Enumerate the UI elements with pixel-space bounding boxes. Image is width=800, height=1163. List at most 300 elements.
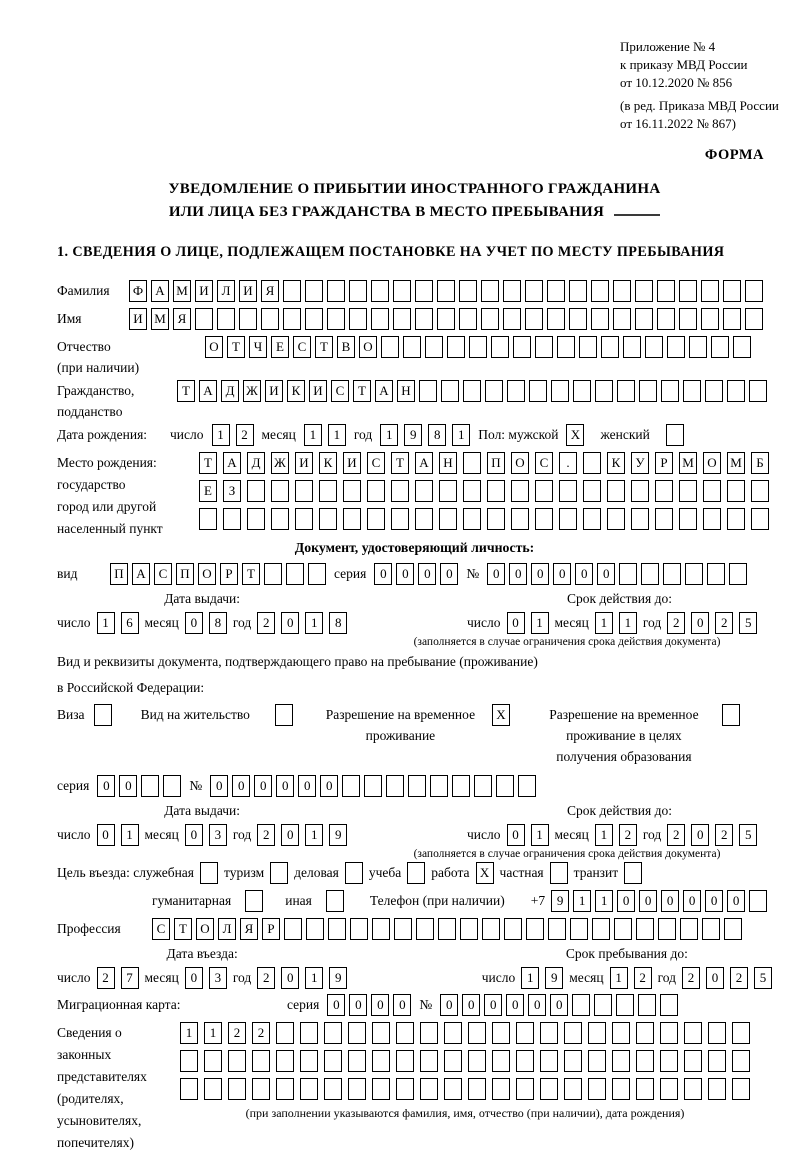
char-cell[interactable]	[645, 336, 663, 358]
char-cell[interactable]: Я	[261, 280, 279, 302]
char-cell[interactable]: 0	[119, 775, 137, 797]
char-cell[interactable]: 0	[232, 775, 250, 797]
char-cell[interactable]	[569, 308, 587, 330]
char-cell[interactable]	[732, 1050, 750, 1072]
char-cell[interactable]	[535, 508, 553, 530]
stay-until-year-input[interactable]	[682, 967, 772, 989]
char-cell[interactable]	[583, 480, 601, 502]
char-cell[interactable]	[487, 480, 505, 502]
char-cell[interactable]: Т	[315, 336, 333, 358]
char-cell[interactable]: О	[198, 563, 216, 585]
char-cell[interactable]: А	[415, 452, 433, 474]
char-cell[interactable]	[631, 508, 649, 530]
char-cell[interactable]: А	[199, 380, 217, 402]
char-cell[interactable]	[732, 1022, 750, 1044]
char-cell[interactable]: 1	[121, 824, 139, 846]
purpose-work-checkbox[interactable]	[476, 862, 494, 884]
char-cell[interactable]	[660, 1022, 678, 1044]
char-cell[interactable]	[623, 336, 641, 358]
char-cell[interactable]	[348, 1050, 366, 1072]
char-cell[interactable]: О	[511, 452, 529, 474]
char-cell[interactable]: X	[476, 862, 494, 884]
char-cell[interactable]	[684, 1022, 702, 1044]
purpose-other-checkbox[interactable]	[326, 890, 344, 912]
char-cell[interactable]	[559, 480, 577, 502]
char-cell[interactable]	[703, 508, 721, 530]
char-cell[interactable]	[583, 452, 601, 474]
doc-issue-year-input[interactable]	[257, 612, 347, 634]
char-cell[interactable]: 0	[298, 775, 316, 797]
char-cell[interactable]: 2	[257, 824, 275, 846]
char-cell[interactable]: 0	[727, 890, 745, 912]
char-cell[interactable]: 7	[121, 967, 139, 989]
char-cell[interactable]	[591, 280, 609, 302]
char-cell[interactable]	[641, 563, 659, 585]
birth-month-input[interactable]	[304, 424, 346, 446]
purpose-business-checkbox[interactable]	[345, 862, 363, 884]
char-cell[interactable]: 1	[180, 1022, 198, 1044]
phone-input[interactable]	[551, 890, 767, 912]
char-cell[interactable]: М	[727, 452, 745, 474]
char-cell[interactable]	[655, 480, 673, 502]
char-cell[interactable]	[701, 308, 719, 330]
char-cell[interactable]	[612, 1050, 630, 1072]
char-cell[interactable]	[463, 380, 481, 402]
char-cell[interactable]	[708, 1078, 726, 1100]
char-cell[interactable]	[529, 380, 547, 402]
char-cell[interactable]	[722, 704, 740, 726]
char-cell[interactable]: 0	[639, 890, 657, 912]
char-cell[interactable]: М	[151, 308, 169, 330]
char-cell[interactable]	[749, 380, 767, 402]
char-cell[interactable]: И	[129, 308, 147, 330]
stay-valid-month-input[interactable]	[595, 824, 637, 846]
doc-valid-year-input[interactable]	[667, 612, 757, 634]
char-cell[interactable]	[749, 890, 767, 912]
char-cell[interactable]	[733, 336, 751, 358]
char-cell[interactable]: 5	[754, 967, 772, 989]
char-cell[interactable]	[252, 1078, 270, 1100]
char-cell[interactable]	[407, 862, 425, 884]
char-cell[interactable]: П	[176, 563, 194, 585]
char-cell[interactable]: 0	[254, 775, 272, 797]
char-cell[interactable]: 1	[452, 424, 470, 446]
char-cell[interactable]	[613, 280, 631, 302]
char-cell[interactable]	[295, 480, 313, 502]
char-cell[interactable]	[245, 890, 263, 912]
char-cell[interactable]	[252, 1050, 270, 1072]
char-cell[interactable]	[438, 918, 456, 940]
char-cell[interactable]	[463, 508, 481, 530]
char-cell[interactable]	[364, 775, 382, 797]
char-cell[interactable]	[444, 1022, 462, 1044]
doc-series-input[interactable]	[374, 563, 458, 585]
char-cell[interactable]: П	[110, 563, 128, 585]
char-cell[interactable]	[658, 918, 676, 940]
purpose-official-checkbox[interactable]	[200, 862, 218, 884]
char-cell[interactable]	[518, 775, 536, 797]
char-cell[interactable]: 2	[228, 1022, 246, 1044]
birth-place-row1-input[interactable]	[199, 452, 769, 474]
char-cell[interactable]	[393, 280, 411, 302]
char-cell[interactable]: 0	[509, 563, 527, 585]
char-cell[interactable]: 1	[595, 824, 613, 846]
purpose-humanitarian-checkbox[interactable]	[245, 890, 263, 912]
char-cell[interactable]: 9	[329, 824, 347, 846]
char-cell[interactable]	[324, 1078, 342, 1100]
char-cell[interactable]	[617, 380, 635, 402]
char-cell[interactable]: К	[607, 452, 625, 474]
char-cell[interactable]	[516, 1050, 534, 1072]
char-cell[interactable]: 1	[610, 967, 628, 989]
char-cell[interactable]	[583, 508, 601, 530]
char-cell[interactable]	[540, 1078, 558, 1100]
char-cell[interactable]	[284, 918, 302, 940]
char-cell[interactable]	[372, 1050, 390, 1072]
temp-residence-edu-checkbox[interactable]	[722, 704, 740, 726]
char-cell[interactable]	[441, 380, 459, 402]
char-cell[interactable]	[635, 308, 653, 330]
char-cell[interactable]: 8	[428, 424, 446, 446]
char-cell[interactable]: К	[287, 380, 305, 402]
char-cell[interactable]	[526, 918, 544, 940]
char-cell[interactable]	[573, 380, 591, 402]
char-cell[interactable]: 0	[617, 890, 635, 912]
char-cell[interactable]: 2	[257, 612, 275, 634]
char-cell[interactable]: 0	[396, 563, 414, 585]
char-cell[interactable]: 2	[257, 967, 275, 989]
representatives-row2-input[interactable]	[180, 1050, 750, 1072]
char-cell[interactable]	[372, 1078, 390, 1100]
char-cell[interactable]	[684, 1078, 702, 1100]
char-cell[interactable]	[492, 1022, 510, 1044]
char-cell[interactable]: И	[265, 380, 283, 402]
char-cell[interactable]	[394, 918, 412, 940]
char-cell[interactable]	[525, 308, 543, 330]
profession-input[interactable]	[152, 918, 742, 940]
char-cell[interactable]: С	[154, 563, 172, 585]
visa-checkbox[interactable]	[94, 704, 112, 726]
char-cell[interactable]	[588, 1078, 606, 1100]
doc-kind-input[interactable]	[110, 563, 326, 585]
char-cell[interactable]: 0	[706, 967, 724, 989]
char-cell[interactable]	[343, 480, 361, 502]
char-cell[interactable]: 3	[209, 824, 227, 846]
char-cell[interactable]: 1	[595, 890, 613, 912]
char-cell[interactable]	[371, 308, 389, 330]
char-cell[interactable]	[504, 918, 522, 940]
char-cell[interactable]: 2	[236, 424, 254, 446]
char-cell[interactable]	[275, 704, 293, 726]
char-cell[interactable]	[381, 336, 399, 358]
char-cell[interactable]	[204, 1050, 222, 1072]
char-cell[interactable]: И	[309, 380, 327, 402]
char-cell[interactable]	[701, 280, 719, 302]
char-cell[interactable]	[685, 563, 703, 585]
char-cell[interactable]: Ф	[129, 280, 147, 302]
char-cell[interactable]	[328, 918, 346, 940]
char-cell[interactable]: 2	[715, 612, 733, 634]
char-cell[interactable]: 0	[374, 563, 392, 585]
char-cell[interactable]: Р	[220, 563, 238, 585]
char-cell[interactable]: 3	[209, 967, 227, 989]
char-cell[interactable]: 9	[404, 424, 422, 446]
char-cell[interactable]: 0	[185, 612, 203, 634]
char-cell[interactable]	[463, 452, 481, 474]
char-cell[interactable]: Н	[397, 380, 415, 402]
char-cell[interactable]: 0	[597, 563, 615, 585]
char-cell[interactable]	[708, 1050, 726, 1072]
char-cell[interactable]	[367, 480, 385, 502]
char-cell[interactable]	[482, 918, 500, 940]
char-cell[interactable]: 0	[683, 890, 701, 912]
char-cell[interactable]	[319, 480, 337, 502]
char-cell[interactable]: 1	[212, 424, 230, 446]
stay-number-input[interactable]	[210, 775, 536, 797]
char-cell[interactable]	[579, 336, 597, 358]
char-cell[interactable]	[601, 336, 619, 358]
char-cell[interactable]: 0	[276, 775, 294, 797]
char-cell[interactable]	[416, 918, 434, 940]
char-cell[interactable]: З	[223, 480, 241, 502]
char-cell[interactable]	[391, 480, 409, 502]
char-cell[interactable]: Р	[655, 452, 673, 474]
char-cell[interactable]	[636, 918, 654, 940]
char-cell[interactable]	[447, 336, 465, 358]
char-cell[interactable]: И	[343, 452, 361, 474]
char-cell[interactable]: 2	[634, 967, 652, 989]
char-cell[interactable]	[393, 308, 411, 330]
char-cell[interactable]: 2	[252, 1022, 270, 1044]
char-cell[interactable]	[444, 1078, 462, 1100]
char-cell[interactable]: 1	[573, 890, 591, 912]
char-cell[interactable]: Т	[353, 380, 371, 402]
char-cell[interactable]	[396, 1050, 414, 1072]
char-cell[interactable]: 0	[575, 563, 593, 585]
char-cell[interactable]: 0	[210, 775, 228, 797]
char-cell[interactable]	[327, 308, 345, 330]
char-cell[interactable]: 0	[371, 994, 389, 1016]
char-cell[interactable]	[199, 508, 217, 530]
char-cell[interactable]	[271, 508, 289, 530]
char-cell[interactable]: 0	[349, 994, 367, 1016]
char-cell[interactable]	[408, 775, 426, 797]
purpose-tourism-checkbox[interactable]	[270, 862, 288, 884]
char-cell[interactable]	[350, 918, 368, 940]
char-cell[interactable]	[679, 480, 697, 502]
char-cell[interactable]	[707, 563, 725, 585]
char-cell[interactable]	[745, 280, 763, 302]
char-cell[interactable]: 0	[281, 824, 299, 846]
doc-valid-month-input[interactable]	[595, 612, 637, 634]
char-cell[interactable]	[419, 380, 437, 402]
char-cell[interactable]: И	[195, 280, 213, 302]
sex-female-checkbox[interactable]	[666, 424, 684, 446]
birth-place-row3-input[interactable]	[199, 508, 769, 530]
char-cell[interactable]	[474, 775, 492, 797]
char-cell[interactable]: 5	[739, 612, 757, 634]
char-cell[interactable]: О	[205, 336, 223, 358]
char-cell[interactable]	[459, 308, 477, 330]
char-cell[interactable]: 0	[462, 994, 480, 1016]
birth-place-row2-input[interactable]	[199, 480, 769, 502]
char-cell[interactable]	[684, 1050, 702, 1072]
char-cell[interactable]	[349, 308, 367, 330]
char-cell[interactable]	[420, 1022, 438, 1044]
char-cell[interactable]: 0	[327, 994, 345, 1016]
char-cell[interactable]	[420, 1078, 438, 1100]
char-cell[interactable]	[727, 380, 745, 402]
char-cell[interactable]	[300, 1050, 318, 1072]
char-cell[interactable]: 0	[281, 967, 299, 989]
char-cell[interactable]: 2	[730, 967, 748, 989]
char-cell[interactable]: Я	[173, 308, 191, 330]
char-cell[interactable]	[679, 280, 697, 302]
stay-issue-day-input[interactable]	[97, 824, 139, 846]
doc-valid-day-input[interactable]	[507, 612, 549, 634]
char-cell[interactable]	[661, 380, 679, 402]
char-cell[interactable]	[592, 918, 610, 940]
char-cell[interactable]: К	[319, 452, 337, 474]
char-cell[interactable]: Д	[221, 380, 239, 402]
char-cell[interactable]	[348, 1022, 366, 1044]
representatives-row3-input[interactable]	[180, 1078, 750, 1100]
char-cell[interactable]	[547, 280, 565, 302]
char-cell[interactable]	[276, 1078, 294, 1100]
char-cell[interactable]	[460, 918, 478, 940]
char-cell[interactable]: 0	[97, 824, 115, 846]
char-cell[interactable]: 1	[304, 424, 322, 446]
char-cell[interactable]: 1	[595, 612, 613, 634]
char-cell[interactable]	[724, 918, 742, 940]
char-cell[interactable]: Т	[227, 336, 245, 358]
char-cell[interactable]	[569, 280, 587, 302]
char-cell[interactable]: 0	[440, 994, 458, 1016]
char-cell[interactable]: П	[487, 452, 505, 474]
citizenship-input[interactable]	[177, 380, 767, 402]
char-cell[interactable]	[680, 918, 698, 940]
char-cell[interactable]: 2	[667, 824, 685, 846]
char-cell[interactable]	[492, 1050, 510, 1072]
char-cell[interactable]	[396, 1078, 414, 1100]
char-cell[interactable]	[679, 308, 697, 330]
char-cell[interactable]	[300, 1022, 318, 1044]
char-cell[interactable]	[564, 1050, 582, 1072]
char-cell[interactable]	[548, 918, 566, 940]
char-cell[interactable]	[525, 280, 543, 302]
char-cell[interactable]	[660, 1050, 678, 1072]
char-cell[interactable]: 8	[209, 612, 227, 634]
char-cell[interactable]: 1	[521, 967, 539, 989]
char-cell[interactable]	[679, 508, 697, 530]
char-cell[interactable]	[635, 280, 653, 302]
char-cell[interactable]: X	[566, 424, 584, 446]
char-cell[interactable]	[667, 336, 685, 358]
char-cell[interactable]: 1	[531, 824, 549, 846]
char-cell[interactable]: 1	[305, 967, 323, 989]
char-cell[interactable]: С	[535, 452, 553, 474]
char-cell[interactable]	[485, 380, 503, 402]
entry-day-input[interactable]	[97, 967, 139, 989]
char-cell[interactable]	[683, 380, 701, 402]
char-cell[interactable]	[723, 308, 741, 330]
char-cell[interactable]	[551, 380, 569, 402]
char-cell[interactable]	[306, 918, 324, 940]
char-cell[interactable]: 0	[484, 994, 502, 1016]
char-cell[interactable]	[217, 308, 235, 330]
char-cell[interactable]	[540, 1022, 558, 1044]
char-cell[interactable]: А	[375, 380, 393, 402]
migration-number-input[interactable]	[440, 994, 678, 1016]
char-cell[interactable]: С	[331, 380, 349, 402]
char-cell[interactable]	[305, 308, 323, 330]
char-cell[interactable]	[270, 862, 288, 884]
char-cell[interactable]	[594, 994, 612, 1016]
char-cell[interactable]	[195, 308, 213, 330]
char-cell[interactable]: 1	[204, 1022, 222, 1044]
char-cell[interactable]: 0	[661, 890, 679, 912]
char-cell[interactable]: 0	[507, 612, 525, 634]
patronymic-input[interactable]	[205, 336, 751, 358]
surname-input[interactable]	[129, 280, 763, 302]
char-cell[interactable]	[516, 1078, 534, 1100]
char-cell[interactable]	[564, 1078, 582, 1100]
char-cell[interactable]: Д	[247, 452, 265, 474]
temp-residence-checkbox[interactable]	[492, 704, 510, 726]
char-cell[interactable]: И	[239, 280, 257, 302]
char-cell[interactable]: О	[359, 336, 377, 358]
char-cell[interactable]	[372, 918, 390, 940]
entry-year-input[interactable]	[257, 967, 347, 989]
char-cell[interactable]: 9	[329, 967, 347, 989]
char-cell[interactable]: 0	[440, 563, 458, 585]
char-cell[interactable]	[496, 775, 514, 797]
char-cell[interactable]	[655, 508, 673, 530]
char-cell[interactable]	[711, 336, 729, 358]
char-cell[interactable]	[612, 1022, 630, 1044]
char-cell[interactable]	[631, 480, 649, 502]
char-cell[interactable]	[94, 704, 112, 726]
char-cell[interactable]	[616, 994, 634, 1016]
char-cell[interactable]	[657, 280, 675, 302]
char-cell[interactable]	[689, 336, 707, 358]
char-cell[interactable]: 0	[507, 824, 525, 846]
char-cell[interactable]: 1	[328, 424, 346, 446]
char-cell[interactable]	[349, 280, 367, 302]
char-cell[interactable]	[639, 380, 657, 402]
char-cell[interactable]	[491, 336, 509, 358]
char-cell[interactable]: 0	[506, 994, 524, 1016]
char-cell[interactable]	[391, 508, 409, 530]
char-cell[interactable]	[180, 1078, 198, 1100]
char-cell[interactable]	[228, 1078, 246, 1100]
char-cell[interactable]	[415, 280, 433, 302]
char-cell[interactable]	[638, 994, 656, 1016]
char-cell[interactable]: Е	[271, 336, 289, 358]
char-cell[interactable]	[540, 1050, 558, 1072]
char-cell[interactable]	[200, 862, 218, 884]
char-cell[interactable]: С	[293, 336, 311, 358]
char-cell[interactable]	[468, 1050, 486, 1072]
char-cell[interactable]	[396, 1022, 414, 1044]
char-cell[interactable]: И	[295, 452, 313, 474]
char-cell[interactable]: .	[559, 452, 577, 474]
char-cell[interactable]	[487, 508, 505, 530]
char-cell[interactable]: С	[367, 452, 385, 474]
char-cell[interactable]: 0	[185, 967, 203, 989]
char-cell[interactable]: 1	[305, 824, 323, 846]
char-cell[interactable]	[729, 563, 747, 585]
